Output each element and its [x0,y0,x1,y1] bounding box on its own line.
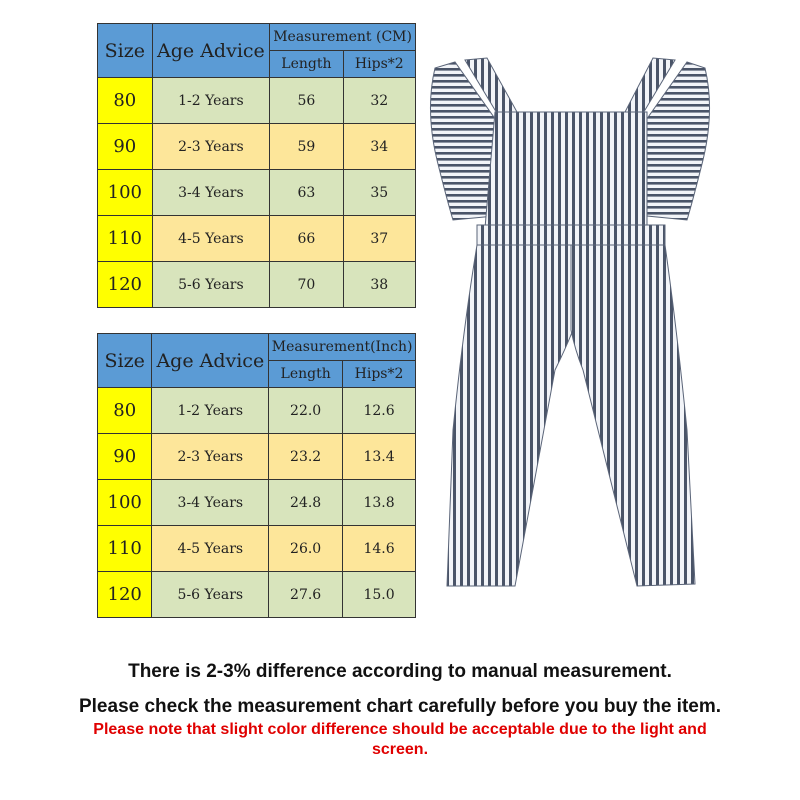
header-age-advice: Age Advice [152,24,270,78]
table-row [98,480,416,526]
size-cell: 80 [98,78,153,124]
header-measurement: Measurement (CM) [270,24,416,51]
header-hips: Hips*2 [343,51,415,78]
age-cell: 5-6 Years [152,572,269,618]
striped-jumpsuit-image [425,50,715,595]
hips-cell: 38 [343,262,415,308]
size-chart-inch [97,333,416,618]
table-row [98,124,416,170]
hips-cell: 13.4 [343,434,416,480]
header-size: Size [98,334,152,388]
age-cell: 3-4 Years [152,170,270,216]
table-row [98,170,416,216]
age-cell: 1-2 Years [152,78,270,124]
bodice [485,112,647,228]
size-cell: 80 [98,388,152,434]
age-cell: 5-6 Years [152,262,270,308]
header-length: Length [269,361,343,388]
check-chart-note: Please check the measurement chart carefully before you buy the item. [78,696,722,717]
length-cell: 59 [270,124,343,170]
hips-cell: 32 [343,78,415,124]
hips-cell: 12.6 [343,388,416,434]
table-row [98,78,416,124]
age-cell: 4-5 Years [152,216,270,262]
left-leg [447,245,573,586]
header-hips: Hips*2 [343,361,416,388]
table-row [98,572,416,618]
length-cell: 66 [270,216,343,262]
table-row [98,388,416,434]
table-row [98,216,416,262]
right-leg [571,245,695,586]
table-row [98,434,416,480]
length-cell: 63 [270,170,343,216]
age-cell: 4-5 Years [152,526,269,572]
length-cell: 27.6 [269,572,343,618]
header-age-advice: Age Advice [152,334,269,388]
length-cell: 22.0 [269,388,343,434]
measurement-difference-note: There is 2-3% difference according to manual measurement. [128,661,672,682]
table-row [98,262,416,308]
hips-cell: 37 [343,216,415,262]
size-cell: 120 [98,262,153,308]
hips-cell: 14.6 [343,526,416,572]
age-cell: 1-2 Years [152,388,269,434]
size-cell: 110 [98,216,153,262]
length-cell: 26.0 [269,526,343,572]
length-cell: 24.8 [269,480,343,526]
size-chart-cm [97,23,416,308]
size-cell: 90 [98,124,153,170]
header-length: Length [270,51,343,78]
length-cell: 56 [270,78,343,124]
length-cell: 23.2 [269,434,343,480]
size-cell: 120 [98,572,152,618]
age-cell: 2-3 Years [152,124,270,170]
color-difference-warning: Please note that slight color difference should be acceptable due to the light and screen. [93,721,707,758]
table-row [98,526,416,572]
hips-cell: 35 [343,170,415,216]
hips-cell: 15.0 [343,572,416,618]
size-cell: 110 [98,526,152,572]
age-cell: 3-4 Years [152,480,269,526]
notes-section [0,660,800,760]
size-cell: 90 [98,434,152,480]
age-cell: 2-3 Years [152,434,269,480]
size-cell: 100 [98,480,152,526]
length-cell: 70 [270,262,343,308]
size-cell: 100 [98,170,153,216]
header-size: Size [98,24,153,78]
header-measurement: Measurement(Inch) [269,334,416,361]
waistband [477,225,665,245]
hips-cell: 34 [343,124,415,170]
hips-cell: 13.8 [343,480,416,526]
